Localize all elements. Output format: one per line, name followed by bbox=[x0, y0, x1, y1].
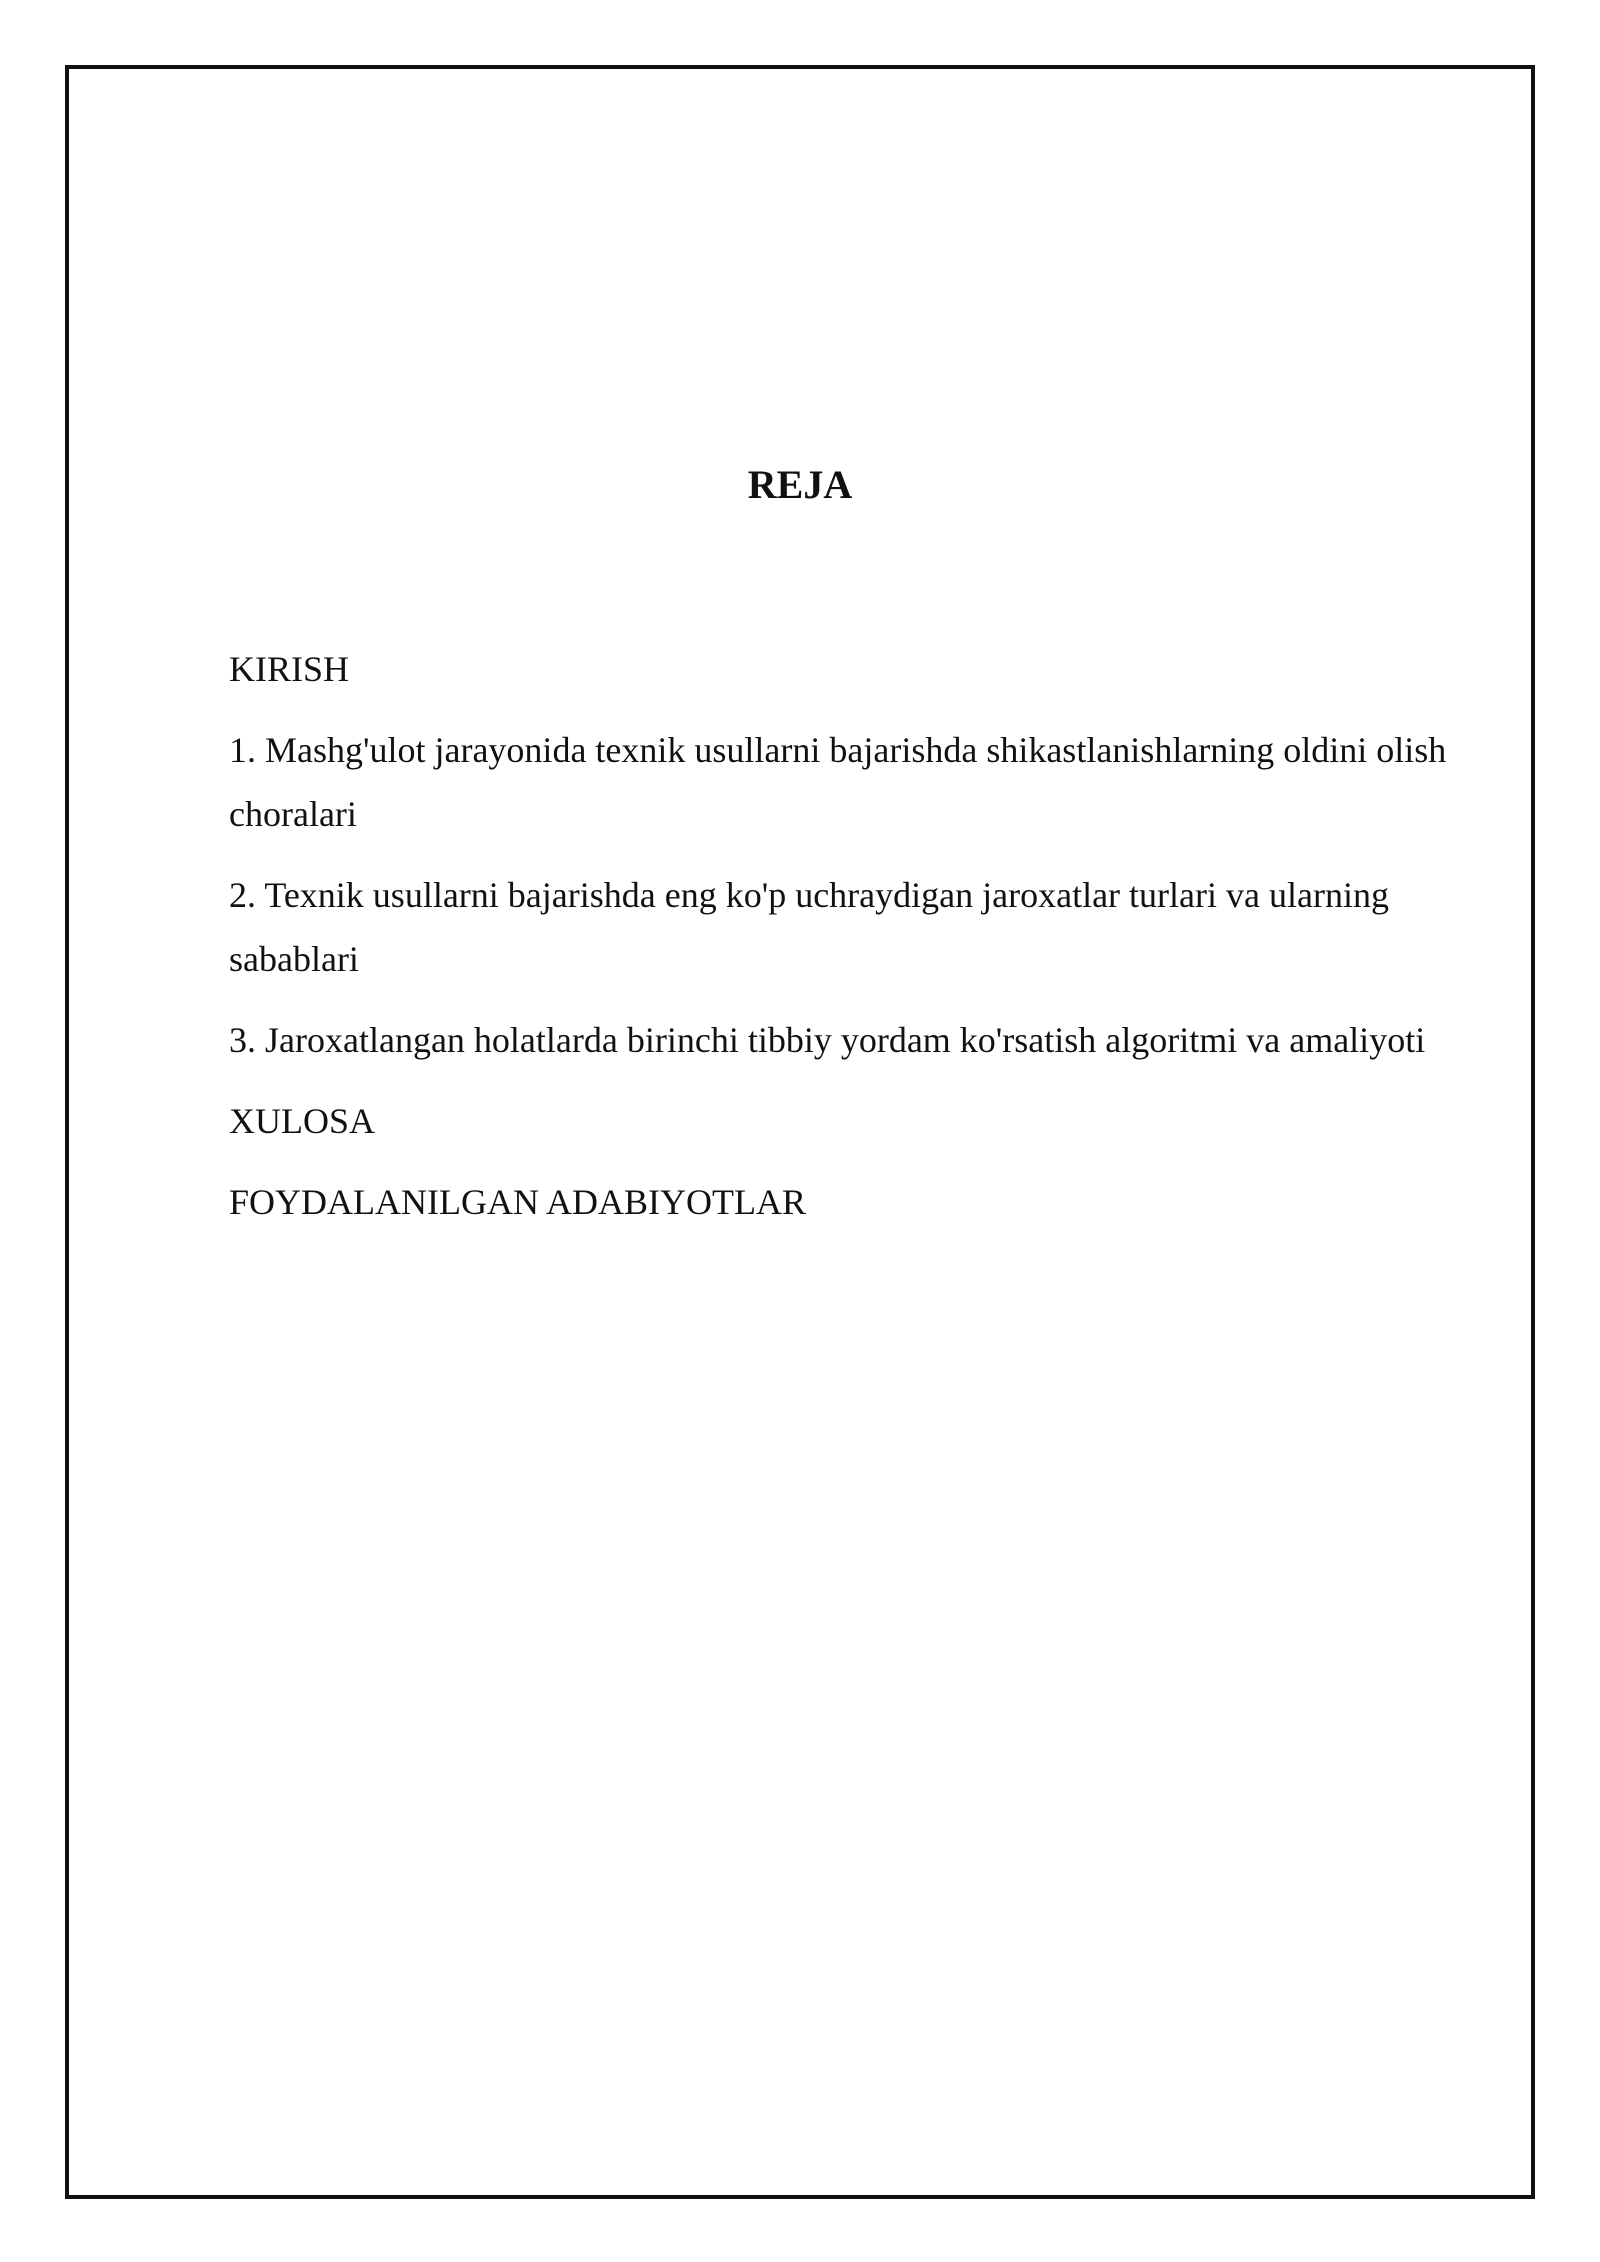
table-of-contents bbox=[229, 637, 1509, 1251]
toc-item-references: FOYDALANILGAN ADABIYOTLAR bbox=[229, 1182, 806, 1222]
toc-item-section-3: 3. Jaroxatlangan holatlarda birinchi tibbiy yordam ko'rsatish algoritmi va amaliyoti bbox=[229, 1020, 1426, 1060]
toc-item-section-2: 2. Texnik usullarni bajarishda eng ko'p uchraydigan jaroxatlar turlari va ularning sabablari bbox=[229, 875, 1389, 979]
toc-item-conclusion: XULOSA bbox=[229, 1101, 376, 1141]
toc-item-introduction: KIRISH bbox=[229, 649, 350, 689]
document-title: REJA bbox=[747, 462, 853, 507]
toc-item-section-1: 1. Mashg'ulot jarayonida texnik usullarni bajarishda shikastlanishlarning oldini olish choralari bbox=[229, 730, 1447, 834]
